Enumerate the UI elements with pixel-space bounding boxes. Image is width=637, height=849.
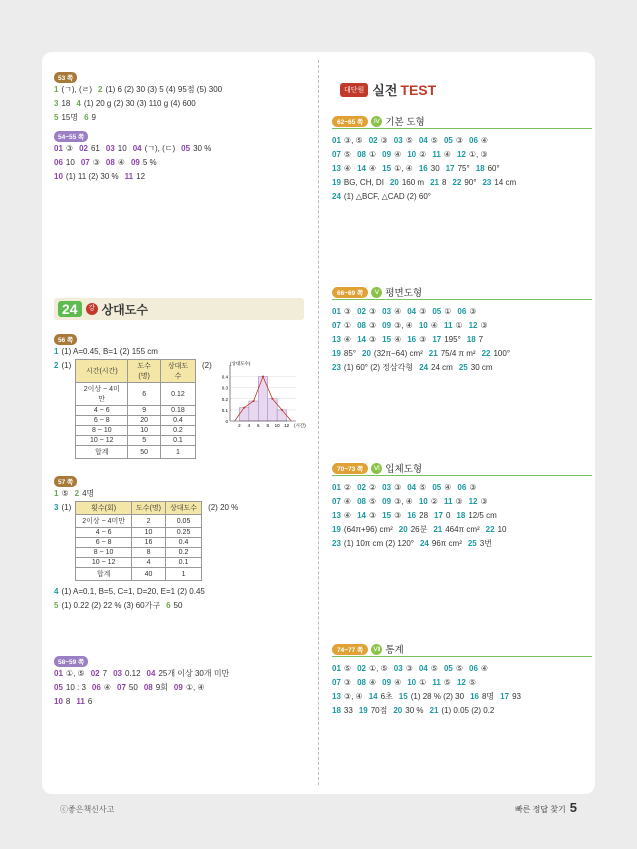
answer-item: 20 160 m	[389, 178, 425, 187]
answer-item: 12 ③	[468, 497, 488, 506]
answer-item: 06 ③	[457, 483, 477, 492]
table-row: 합계 40 1	[76, 568, 202, 581]
answer-row	[332, 134, 522, 148]
page-number: 5	[569, 800, 577, 815]
section-p54	[54, 131, 309, 184]
answer-item: 10 ④	[418, 321, 438, 330]
answer-item: 10 8	[54, 697, 71, 706]
answer-item: 08 ①	[357, 150, 377, 159]
answer-row	[332, 347, 516, 361]
page-tag: 58~59 쪽	[54, 656, 88, 667]
answer-item: 19 85°	[332, 349, 357, 358]
answer-item: 01 ③	[54, 144, 74, 153]
left-column	[54, 72, 309, 184]
answer-item: 13 ④	[332, 164, 352, 173]
answer-row	[332, 190, 522, 204]
answer-item: 23 14 cm	[482, 178, 517, 187]
answer-item: 21 8	[430, 178, 447, 187]
unit-tag: 대단원	[340, 83, 368, 97]
y-axis-label: (상대도수)	[229, 361, 251, 366]
answer-item: 5 (1) 0.22 (2) 22 % (3) 60가구	[54, 601, 161, 610]
answer-item: 25 3번	[467, 539, 492, 548]
answer-item: 16 30	[418, 164, 440, 173]
answer-item: 17 75°	[445, 164, 470, 173]
section-p57	[54, 476, 309, 613]
answer-grid-vi	[332, 481, 512, 551]
answer-rows	[54, 142, 309, 184]
answer-item: 08 ③	[357, 321, 377, 330]
answer-item: 13 ④	[332, 335, 352, 344]
answer-row	[332, 537, 512, 551]
answer-item: 18 33	[332, 706, 353, 715]
page-tag: 56 쪽	[54, 334, 77, 345]
answer-row	[332, 319, 516, 333]
x-tick-label: 6	[256, 423, 260, 428]
answer-row	[54, 667, 309, 681]
answer-item: 14 ③	[357, 335, 377, 344]
answer-item: 18 7	[466, 335, 484, 344]
answer-item: 10 ②	[418, 497, 438, 506]
answer-item: 10 (1) 11 (2) 30 %	[54, 172, 119, 181]
answer-grid-v	[332, 305, 516, 375]
section-header-vii: 74~77 쪽 Ⅶ 통계	[332, 642, 404, 656]
answer-item: 05 ③	[443, 136, 464, 145]
answer-item: 10 ②	[407, 150, 427, 159]
answer-item: 06 ③	[457, 307, 477, 316]
y-tick-label: 0	[225, 419, 228, 424]
topic-number: 24	[58, 301, 82, 317]
answer-item: 07 ④	[332, 497, 352, 506]
answer-item: 15 ③	[382, 511, 402, 520]
answer-item: 07 ③	[80, 158, 100, 167]
data-point	[252, 400, 254, 402]
answer-item: 22 10	[485, 525, 507, 534]
table-row: 6 ~ 8 20 0.4	[76, 416, 196, 426]
answer-row	[54, 681, 309, 695]
answer-item: 09 ③, ④	[382, 321, 413, 330]
table-row: 2이상 ~ 4미만 6 0.12	[76, 383, 196, 406]
answer-row	[332, 481, 512, 495]
answer-item: 13 ③, ④	[332, 692, 363, 701]
table-row: 4 ~ 6 9 0.18	[76, 406, 196, 416]
answer-item: 6 9	[84, 113, 96, 122]
answer-row	[332, 662, 527, 676]
answer-row	[54, 695, 309, 709]
page-tag: 57 쪽	[54, 476, 77, 487]
answer-item: 09 5 %	[130, 158, 157, 167]
page-tag: 54~55 쪽	[54, 131, 88, 142]
answer-item: 02 ①, ⑤	[357, 664, 388, 673]
answer-item: 16 ③	[407, 335, 427, 344]
data-point	[271, 398, 273, 400]
answer-item: 05 ①	[432, 307, 452, 316]
answer-row	[332, 523, 512, 537]
answer-row: 2 (1) 시간(시간) 도수(명) 상대도수 2이상 ~ 4미만 6 0.12 4 ~ 6 9 0.18 6 ~ 8 20 0.4 8 ~ 10 10 0.2 10 ~ 12 5 0.1 합계 50 1 (2) 0.4 0.3 0.2 0.1 0 2 4 6 8 10 12 (상대도수) (시간)	[54, 359, 309, 459]
answer-item: 20 (32π−64) cm²	[362, 349, 423, 358]
publisher-footer: ⓒ좋은책신사고	[60, 805, 115, 814]
data-point	[281, 409, 283, 411]
answer-item: 07 ①	[332, 321, 352, 330]
answer-row	[332, 690, 527, 704]
page-tag: 53 쪽	[54, 72, 77, 83]
answer-row: 4 (1) A=0.1, B=5, C=1, D=20, E=1 (2) 0.45	[54, 587, 205, 596]
answer-item: 17 195°	[432, 335, 461, 344]
answer-item: 06 ④	[91, 683, 111, 692]
answer-item: 18 12/5 cm	[456, 511, 497, 520]
answer-row: 3 (1) 횟수(회) 도수(명) 상대도수 2이상 ~ 4미만 2 0.05 4 ~ 6 10 0.25 6 ~ 8 16 0.4 8 ~ 10 8 0.2 10 ~ 12 4 0.1 합계 40 1 (2) 20 %	[54, 501, 309, 581]
answer-item: 18 60°	[475, 164, 500, 173]
answer-item: 21 75/4 π m²	[428, 349, 476, 358]
answer-item: 22 100°	[481, 349, 511, 358]
answer-row	[54, 599, 309, 613]
answer-item: 09 ①, ④	[173, 683, 205, 692]
answer-item: 16 8명	[470, 692, 495, 701]
answer-item: 04 25개 이상 30개 미만	[146, 669, 230, 678]
answer-item: 11 ①	[443, 321, 463, 330]
x-axis-label: (시간)	[293, 423, 306, 428]
bar	[258, 377, 267, 421]
answer-item: 17 0	[434, 511, 451, 520]
answer-item: 01 ②	[332, 483, 352, 492]
answer-item: 09 ③, ④	[382, 497, 413, 506]
answer-item: 16 28	[407, 511, 429, 520]
bar	[249, 401, 258, 421]
answer-item: 17 93	[500, 692, 521, 701]
answer-item: 03 0.12	[113, 669, 141, 678]
answer-item: 14 ③	[357, 511, 377, 520]
answer-item: 11 ⑤	[432, 678, 451, 687]
answer-item: 04 ⑤	[418, 136, 438, 145]
section-header-iv: 62~65 쪽 Ⅳ 기본 도형	[332, 114, 425, 128]
answer-item: 11 12	[124, 172, 146, 181]
topic-title: 상대도수	[101, 302, 148, 317]
answer-item: 6 50	[166, 601, 183, 610]
answer-item: 06 ④	[469, 664, 489, 673]
answer-row	[332, 305, 516, 319]
answer-item: 24 96π cm²	[419, 539, 462, 548]
answer-item: 22 90°	[452, 178, 477, 187]
answer-item: 4 (1) 20 g (2) 30 (3) 110 g (4) 600	[76, 99, 196, 108]
answer-item: 24 (1) △BCF, △CAD (2) 60°	[332, 192, 431, 201]
test-title: 대단원 실전 TEST	[340, 80, 436, 99]
answer-item: 5 15명	[54, 113, 79, 122]
frequency-table: 시간(시간) 도수(명) 상대도수 2이상 ~ 4미만 6 0.12 4 ~ 6 9 0.18 6 ~ 8 20 0.4 8 ~ 10 10 0.2 10 ~ 12 5 0.1 합계 50 1	[75, 359, 196, 459]
answer-item: 06 10	[54, 158, 75, 167]
lesson-badge: 강	[86, 303, 98, 315]
data-point	[243, 407, 245, 409]
y-tick-label: 0.3	[221, 385, 228, 391]
x-tick-label: 8	[266, 423, 269, 428]
answer-item: 12 ①, ③	[456, 150, 488, 159]
answer-item: 24 24 cm	[419, 363, 453, 372]
y-tick-label: 0.1	[221, 407, 228, 413]
answer-item: 2 (1) 6 (2) 30 (3) 5 (4) 95점 (5) 300	[98, 85, 223, 94]
answer-item: 20 26분	[398, 525, 428, 534]
table-row: 10 ~ 12 4 0.1	[76, 558, 202, 568]
answer-item: 08 9회	[143, 683, 168, 692]
answer-item: 03 ⑤	[393, 136, 413, 145]
answer-grid-iv	[332, 134, 522, 204]
page-footer: 빠른 정답 찾기 5	[514, 800, 577, 815]
table-row: 합계 50 1	[76, 446, 196, 459]
relative-frequency-graph	[214, 359, 309, 434]
answer-row	[54, 142, 309, 156]
answer-item: 04 ⑤	[418, 664, 438, 673]
answer-item: 07 50	[117, 683, 138, 692]
data-point	[262, 376, 264, 378]
answer-item: 02 7	[90, 669, 108, 678]
answer-row	[332, 704, 527, 718]
answer-item: 23 (1) 10π cm (2) 120°	[332, 539, 414, 548]
answer-item: 14 ④	[357, 164, 377, 173]
answer-item: 15 (1) 28 % (2) 30	[398, 692, 465, 701]
answer-item: 14 6초	[368, 692, 393, 701]
answer-row	[332, 162, 522, 176]
answer-item: 03 ④	[382, 307, 402, 316]
answer-row	[54, 111, 309, 125]
answer-item: 04 ⑤	[407, 483, 427, 492]
section-p56	[54, 334, 309, 459]
section-header-vi: 70~73 쪽 Ⅵ 입체도형	[332, 461, 422, 475]
answer-row	[54, 156, 309, 170]
answer-item: 05 ④	[432, 483, 452, 492]
answer-row	[54, 170, 309, 184]
answer-item: 02 61	[79, 144, 100, 153]
answer-item: 11 6	[76, 697, 93, 706]
answer-item: 25 30 cm	[458, 363, 493, 372]
answer-item: 05 30 %	[181, 144, 212, 153]
answer-row: 1 (1) A=0.45, B=1 (2) 155 cm	[54, 347, 158, 356]
answer-row	[332, 495, 512, 509]
answer-item: 13 ④	[332, 511, 352, 520]
answer-item: 03 ③	[382, 483, 402, 492]
answer-item: 23 (1) 60° (2) 정삼각형	[332, 363, 414, 372]
answer-item: 02 ②	[357, 483, 377, 492]
answer-item: 03 10	[105, 144, 127, 153]
answer-item: 01 ③	[332, 307, 352, 316]
answer-row	[54, 487, 309, 501]
answer-item: 01 ①, ⑤	[54, 669, 85, 678]
answer-row	[332, 148, 522, 162]
x-tick-label: 4	[247, 423, 250, 428]
answer-grid-vii	[332, 662, 527, 718]
bar	[239, 408, 248, 421]
answer-item: 04 (ㄱ), (ㄷ)	[132, 144, 176, 153]
answer-item: 04 ③	[407, 307, 427, 316]
bar	[277, 410, 286, 421]
answer-item: 19 70점	[358, 706, 388, 715]
answer-item: 11 ③	[443, 497, 463, 506]
answer-item: 15 ①, ④	[382, 164, 413, 173]
answer-item: 3 18	[54, 99, 71, 108]
answer-item: 12 ③	[468, 321, 488, 330]
answer-item: 1 ⑤	[54, 489, 69, 498]
table-row: 2이상 ~ 4미만 2 0.05	[76, 515, 202, 528]
answer-item: 12 ⑤	[456, 678, 477, 687]
table-row: 4 ~ 6 10 0.25	[76, 528, 202, 538]
answer-item: 02 ③	[368, 136, 388, 145]
answer-item: 09 ④	[382, 150, 402, 159]
answer-item: 09 ④	[382, 678, 402, 687]
answer-row	[332, 676, 527, 690]
answer-item: 07 ③	[332, 678, 352, 687]
answer-item: 07 ⑤	[332, 150, 352, 159]
answer-item: 01 ⑤	[332, 664, 352, 673]
answer-item: 05 10 : 3	[54, 683, 86, 692]
table-row: 8 ~ 10 8 0.2	[76, 548, 202, 558]
frequency-table: 횟수(회) 도수(명) 상대도수 2이상 ~ 4미만 2 0.05 4 ~ 6 10 0.25 6 ~ 8 16 0.4 8 ~ 10 8 0.2 10 ~ 12 4 0.1 합계 40 1	[75, 501, 202, 581]
answer-row	[54, 97, 309, 111]
section-p58	[54, 656, 309, 709]
answer-item: 11 ④	[432, 150, 451, 159]
answer-item: 1 (ㄱ), (ㄹ)	[54, 85, 93, 94]
table-row: 8 ~ 10 10 0.2	[76, 426, 196, 436]
answer-item: 06 ④	[469, 136, 489, 145]
answer-item: 19 BG, CH, DI	[332, 178, 384, 187]
answer-row	[332, 361, 516, 375]
answer-item: 08 ④	[105, 158, 125, 167]
answer-rows	[54, 667, 309, 709]
answer-item: 08 ⑤	[357, 497, 377, 506]
topic-banner	[54, 298, 304, 320]
answer-row	[54, 83, 309, 97]
answer-item: 05 ⑤	[443, 664, 464, 673]
answer-row	[332, 509, 512, 523]
section-header-v: 66~69 쪽 Ⅴ 평면도형	[332, 285, 422, 299]
answer-item: 10 ①	[407, 678, 427, 687]
x-tick-label: 12	[283, 423, 289, 428]
answer-item: 21 464π cm²	[433, 525, 480, 534]
answer-item: 21 (1) 0.05 (2) 0.2	[429, 706, 495, 715]
answer-row	[332, 176, 522, 190]
answer-item: 08 ④	[357, 678, 377, 687]
answer-item: 03 ③	[393, 664, 413, 673]
answer-item: 15 ④	[382, 335, 402, 344]
answer-item: 01 ③, ⑤	[332, 136, 363, 145]
answer-rows	[54, 83, 309, 125]
table-row: 6 ~ 8 16 0.4	[76, 538, 202, 548]
answer-item: 02 ③	[357, 307, 377, 316]
answer-item: 20 30 %	[393, 706, 424, 715]
x-tick-label: 10	[274, 423, 280, 428]
y-tick-label: 0.4	[221, 374, 228, 380]
section-p53	[54, 72, 309, 125]
answer-item: 19 (64π+96) cm²	[332, 525, 393, 534]
column-divider	[318, 60, 319, 785]
answer-row	[332, 333, 516, 347]
answer-item: 2 4명	[74, 489, 95, 498]
y-tick-label: 0.2	[221, 396, 228, 402]
x-tick-label: 2	[237, 423, 241, 428]
table-row: 10 ~ 12 5 0.1	[76, 436, 196, 446]
